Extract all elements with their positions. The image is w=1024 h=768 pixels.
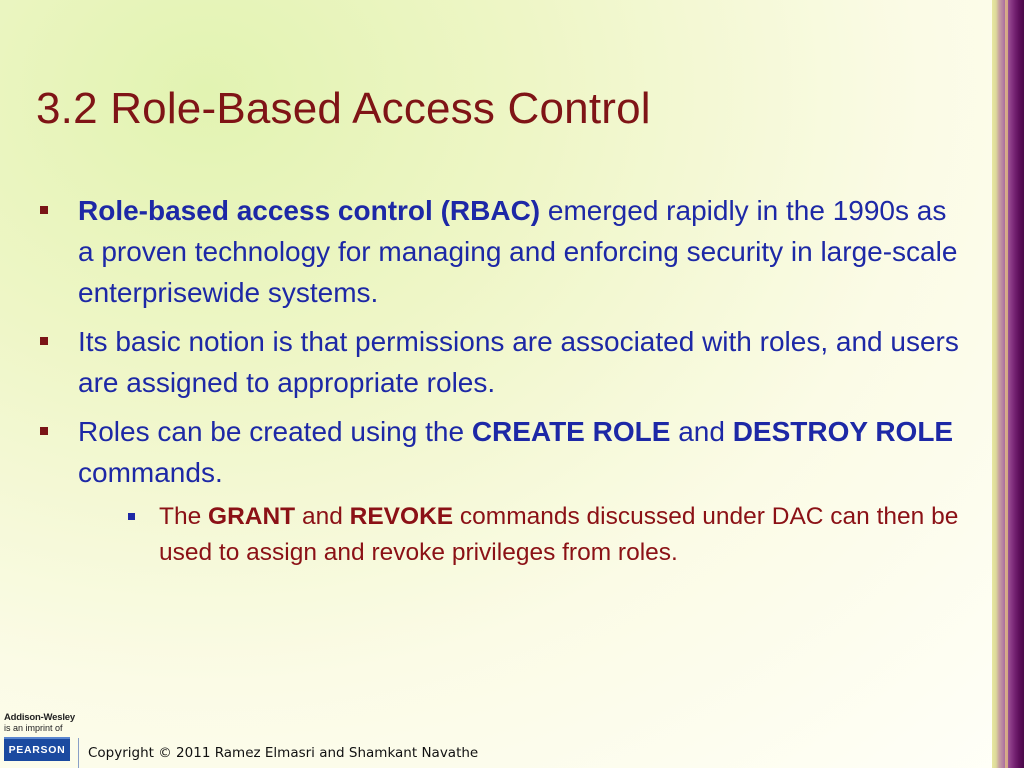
destroy-role-keyword: DESTROY ROLE bbox=[732, 416, 954, 447]
bullet-text: Its basic notion is that permissions are associated with roles, and users are assigned to appropriate roles. bbox=[78, 326, 959, 398]
copyright-notice: Copyright © 2011 Ramez Elmasri and Shamkant Navathe bbox=[88, 745, 479, 761]
logo-publisher-name: Addison-Wesley bbox=[4, 712, 75, 723]
bullet-text: Roles can be created using the bbox=[78, 416, 472, 447]
revoke-keyword: REVOKE bbox=[349, 503, 454, 530]
publisher-logo bbox=[4, 712, 75, 761]
square-bullet-icon bbox=[40, 206, 48, 214]
slide-title: 3.2 Role-Based Access Control bbox=[36, 84, 651, 133]
footer-divider bbox=[78, 738, 79, 768]
logo-imprint-text: is an imprint of bbox=[4, 723, 63, 733]
sub-bullet-item-grant-revoke bbox=[126, 499, 966, 571]
bullet-bold-lead: Role-based access control (RBAC) bbox=[78, 195, 541, 226]
sub-bullet-text: The bbox=[159, 503, 209, 530]
bullet-text: and bbox=[670, 416, 733, 447]
bullet-item-basic-notion bbox=[38, 321, 968, 403]
grant-keyword: GRANT bbox=[208, 503, 296, 530]
decorative-side-bar bbox=[992, 0, 1024, 768]
create-role-keyword: CREATE ROLE bbox=[471, 416, 671, 447]
square-bullet-icon bbox=[40, 427, 48, 435]
square-bullet-icon bbox=[40, 337, 48, 345]
sub-bullet-text: and bbox=[295, 503, 350, 530]
bullet-list bbox=[38, 190, 968, 571]
square-bullet-icon bbox=[128, 513, 135, 520]
bullet-text: commands. bbox=[78, 457, 223, 488]
bullet-item-rbac bbox=[38, 190, 968, 313]
sub-bullet-text: commands discussed under DAC can then be used to assign and revoke privileges from roles. bbox=[159, 503, 959, 566]
bullet-item-create-roles bbox=[38, 411, 968, 493]
pearson-logo: PEARSON bbox=[4, 737, 70, 761]
bullet-text: emerged rapidly in the 1990s as a proven technology for managing and enforcing security in large-scale enterprisewide systems. bbox=[78, 195, 958, 308]
